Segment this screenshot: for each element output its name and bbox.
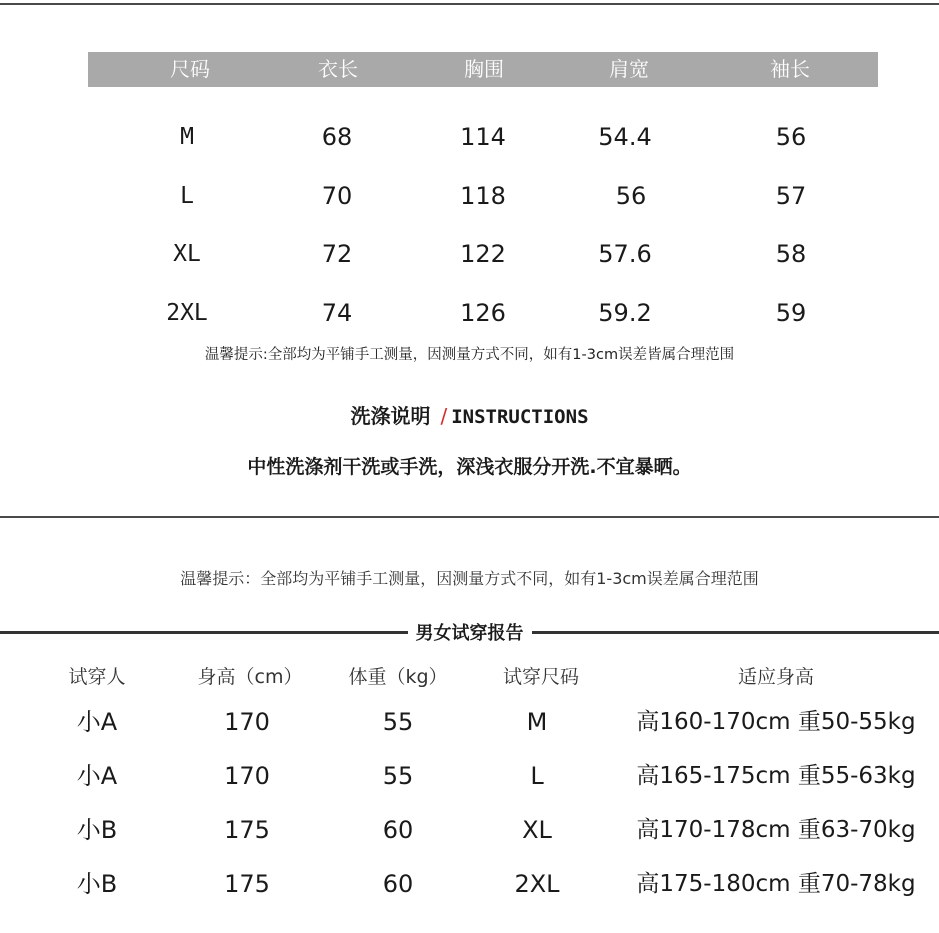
size-cell: XL	[173, 241, 201, 267]
header-sleeve: 袖长	[770, 57, 810, 81]
sleeve-cell: 57	[775, 182, 807, 210]
size-row-l	[0, 178, 939, 214]
length-cell: 74	[321, 299, 353, 327]
tryon-row	[0, 864, 939, 904]
header-size: 尺码	[170, 57, 210, 81]
top-divider	[0, 3, 939, 5]
header-shoulder: 肩宽	[609, 57, 649, 81]
shoulder-cell: 54.4	[598, 123, 652, 151]
header-suitable-height: 适应身高	[737, 666, 815, 688]
chest-cell: 118	[460, 182, 506, 210]
tester-cell: 小A	[76, 762, 118, 790]
sleeve-cell: 59	[775, 299, 807, 327]
height-cell: 175	[224, 870, 270, 898]
tester-cell: 小B	[76, 816, 118, 844]
header-weight: 体重（kg）	[348, 666, 448, 688]
size-row-m	[0, 119, 939, 155]
size-row-2xl	[0, 295, 939, 331]
washing-title-cn: 洗涤说明	[350, 404, 431, 428]
sleeve-cell: 58	[775, 240, 807, 268]
weight-cell: 60	[382, 816, 414, 844]
suitable-range-cell: 高165-175cm 重55-63kg	[636, 763, 916, 789]
chest-cell: 114	[460, 123, 506, 151]
weight-cell: 55	[382, 762, 414, 790]
size-cell: M	[180, 124, 194, 150]
tryon-header-row	[0, 657, 939, 697]
tester-cell: 小A	[76, 708, 118, 736]
header-tried-size: 试穿尺码	[502, 666, 580, 688]
shoulder-cell: 56	[615, 182, 647, 210]
sleeve-cell: 56	[775, 123, 807, 151]
length-cell: 72	[321, 240, 353, 268]
report-title-text: 男女试穿报告	[408, 623, 532, 644]
washing-instructions: 中性洗涤剂干洗或手洗，深浅衣服分开洗.不宜暴晒。	[247, 456, 692, 478]
suitable-range-cell: 高175-180cm 重70-78kg	[636, 871, 916, 897]
tried-size-cell: 2XL	[514, 870, 560, 898]
tester-cell: 小B	[76, 870, 118, 898]
tryon-row	[0, 756, 939, 796]
weight-cell: 60	[382, 870, 414, 898]
tryon-row	[0, 810, 939, 850]
measurement-note-bottom: 温馨提示：全部均为平铺手工测量，因测量方式不同，如有1-3cm误差属合理范围	[180, 569, 759, 588]
length-cell: 68	[321, 123, 353, 151]
suitable-range-cell: 高170-178cm 重63-70kg	[636, 817, 916, 843]
washing-title	[0, 400, 939, 429]
chest-cell: 126	[460, 299, 506, 327]
size-cell: L	[180, 183, 194, 209]
washing-title-en: INSTRUCTIONS	[451, 406, 589, 428]
shoulder-cell: 59.2	[598, 299, 652, 327]
height-cell: 170	[224, 762, 270, 790]
height-cell: 170	[224, 708, 270, 736]
height-cell: 175	[224, 816, 270, 844]
tried-size-cell: L	[530, 762, 544, 790]
size-row-xl	[0, 236, 939, 272]
size-cell: 2XL	[166, 300, 208, 326]
header-length: 衣长	[318, 57, 358, 81]
tryon-row	[0, 702, 939, 742]
middle-divider	[0, 516, 939, 518]
report-title	[0, 619, 939, 645]
washing-title-slash: /	[440, 404, 448, 428]
measurement-note-top: 温馨提示:全部均为平铺手工测量，因测量方式不同，如有1-3cm误差皆属合理范围	[204, 347, 735, 363]
header-tester: 试穿人	[68, 666, 126, 688]
header-height: 身高（cm）	[197, 666, 303, 688]
header-chest: 胸围	[464, 57, 504, 81]
weight-cell: 55	[382, 708, 414, 736]
chest-cell: 122	[460, 240, 506, 268]
tried-size-cell: M	[526, 708, 548, 736]
shoulder-cell: 57.6	[598, 240, 652, 268]
length-cell: 70	[321, 182, 353, 210]
suitable-range-cell: 高160-170cm 重50-55kg	[636, 709, 916, 735]
tried-size-cell: XL	[522, 816, 552, 844]
